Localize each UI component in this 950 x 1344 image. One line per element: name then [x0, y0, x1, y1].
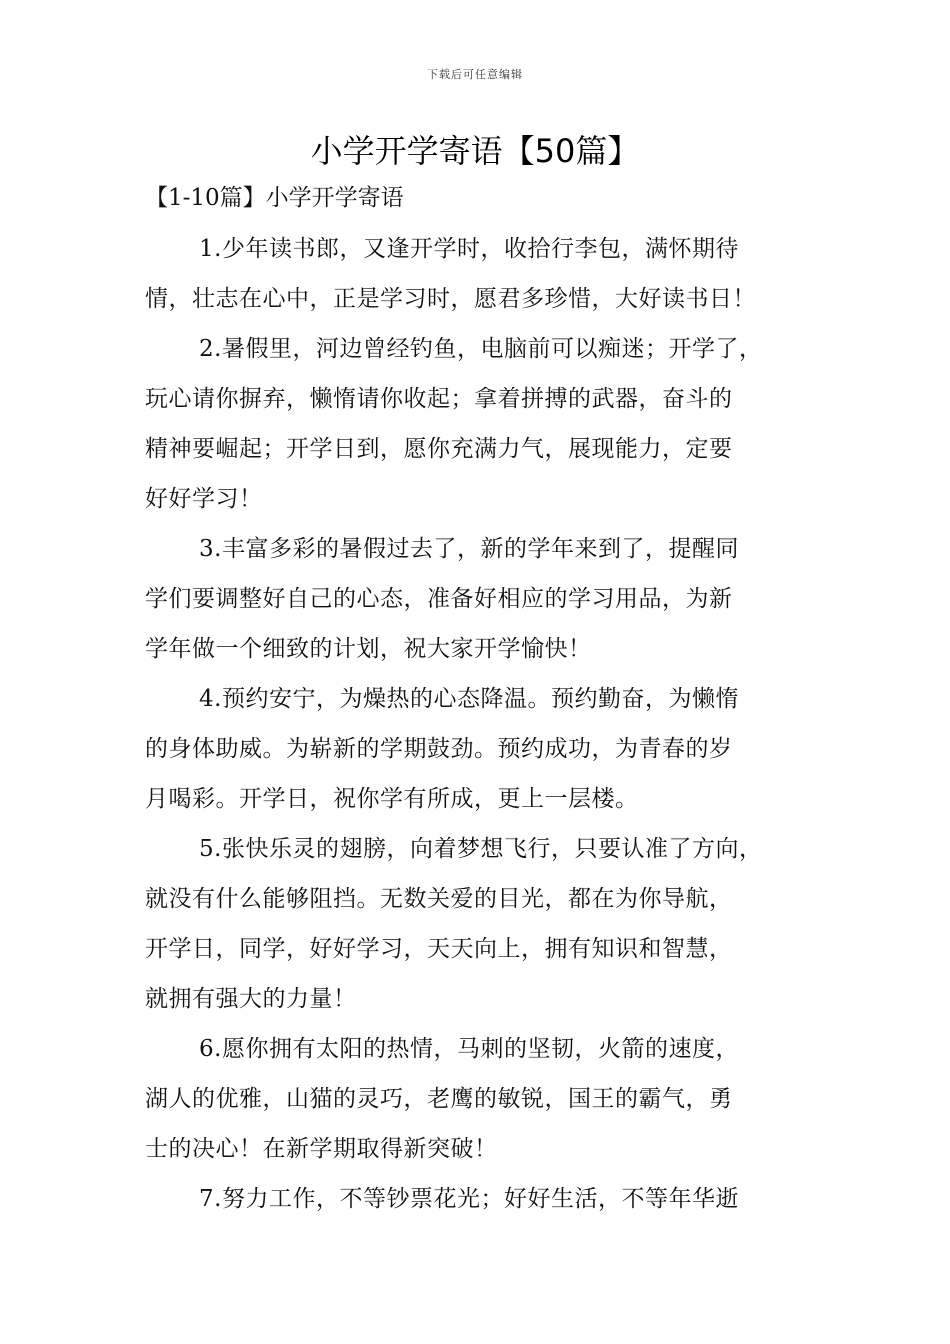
document-title: 小学开学寄语【50篇】	[310, 132, 640, 170]
paragraph-7	[145, 1174, 825, 1224]
paragraph-line: 湖人的优雅，山猫的灵巧，老鹰的敏锐，国王的霸气，勇	[145, 1086, 733, 1112]
paragraph-line: 6.愿你拥有太阳的热情，马刺的坚韧，火箭的速度，	[199, 1036, 739, 1062]
paragraph-4	[145, 674, 825, 824]
section-heading: 【1-10篇】小学开学寄语	[145, 185, 404, 211]
paragraph-line: 的身体助威。为崭新的学期鼓劲。预约成功，为青春的岁	[145, 736, 733, 762]
paragraph-line: 5.张快乐灵的翅膀，向着梦想飞行，只要认准了方向，	[199, 836, 763, 862]
paragraph-line: 学们要调整好自己的心态，准备好相应的学习用品，为新	[145, 586, 733, 612]
paragraph-line: 玩心请你摒弃，懒惰请你收起；拿着拼搏的武器，奋斗的	[145, 386, 733, 412]
paragraph-line: 2.暑假里，河边曾经钓鱼，电脑前可以痴迷；开学了，	[199, 336, 763, 362]
paragraph-5	[145, 824, 825, 1024]
paragraph-line: 就没有什么能够阻挡。无数关爱的目光，都在为你导航，	[145, 886, 733, 912]
document-body	[145, 224, 825, 1224]
paragraph-1	[145, 224, 825, 324]
header-note: 下载后可任意编辑	[427, 68, 523, 81]
paragraph-line: 学年做一个细致的计划，祝大家开学愉快！	[145, 636, 592, 662]
paragraph-line: 士的决心！在新学期取得新突破！	[145, 1136, 498, 1162]
paragraph-2	[145, 324, 825, 524]
paragraph-6	[145, 1024, 825, 1174]
paragraph-line: 就拥有强大的力量！	[145, 986, 357, 1012]
paragraph-line: 开学日，同学，好好学习，天天向上，拥有知识和智慧，	[145, 936, 733, 962]
paragraph-line: 情，壮志在心中，正是学习时，愿君多珍惜，大好读书日！	[145, 286, 756, 312]
paragraph-3	[145, 524, 825, 674]
paragraph-line: 3.丰富多彩的暑假过去了，新的学年来到了，提醒同	[199, 536, 739, 562]
paragraph-line: 好好学习！	[145, 486, 263, 512]
paragraph-line: 7.努力工作，不等钞票花光；好好生活，不等年华逝	[199, 1186, 739, 1212]
paragraph-line: 4.预约安宁，为燥热的心态降温。预约勤奋，为懒惰	[199, 686, 739, 712]
paragraph-line: 1.少年读书郎，又逢开学时，收拾行李包，满怀期待	[199, 236, 739, 262]
paragraph-line: 月喝彩。开学日，祝你学有所成，更上一层楼。	[145, 786, 639, 812]
paragraph-line: 精神要崛起；开学日到，愿你充满力气，展现能力，定要	[145, 436, 733, 462]
